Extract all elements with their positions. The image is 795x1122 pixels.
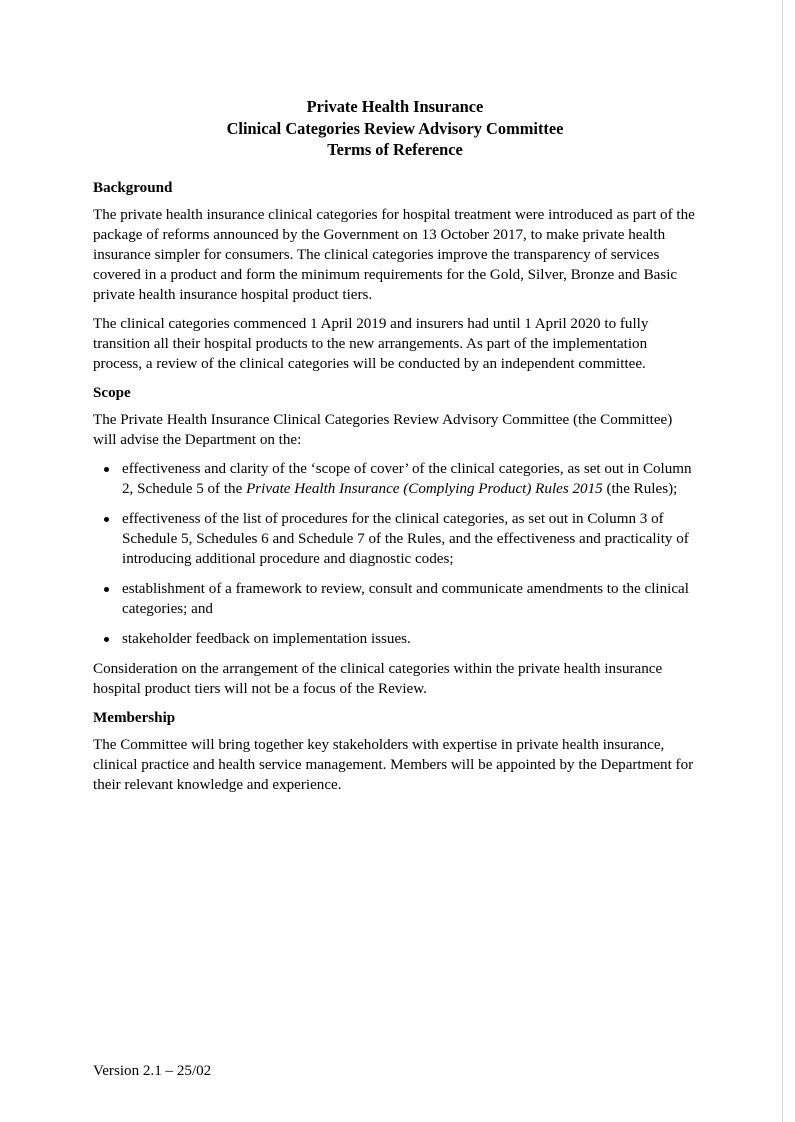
scope-item-1-text-after: (the Rules); bbox=[602, 480, 678, 497]
bullet-icon bbox=[104, 637, 109, 642]
scope-item-1-text-before: effectiveness and clarity of the ‘scope of cover’ of the clinical categories, as set out in Column 2, Schedule 5 of the bbox=[122, 460, 692, 497]
membership-section bbox=[93, 708, 697, 795]
scope-item-3 bbox=[93, 579, 697, 619]
scope-item-3-text: establishment of a framework to review, consult and communicate amendments to the clinical categories; and bbox=[122, 580, 689, 617]
page-gutter bbox=[783, 0, 795, 1122]
bullet-icon bbox=[104, 517, 109, 522]
scope-section bbox=[93, 383, 697, 699]
scope-heading: Scope bbox=[93, 384, 131, 401]
version-footer: Version 2.1 – 25/02 bbox=[93, 1063, 212, 1079]
scope-intro: The Private Health Insurance Clinical Categories Review Advisory Committee (the Committee) will advise the Department on the: bbox=[93, 411, 673, 448]
document-title bbox=[93, 96, 697, 161]
background-section bbox=[93, 178, 697, 374]
title-line-1: Private Health Insurance bbox=[306, 97, 484, 116]
scope-item-4 bbox=[93, 629, 697, 649]
membership-heading: Membership bbox=[93, 709, 176, 726]
document-content bbox=[93, 96, 697, 804]
scope-item-1 bbox=[93, 459, 697, 499]
scope-item-4-text: stakeholder feedback on implementation issues. bbox=[122, 630, 411, 647]
scope-list bbox=[93, 459, 697, 649]
bullet-icon bbox=[104, 467, 109, 472]
title-line-3: Terms of Reference bbox=[327, 140, 463, 159]
scope-closing: Consideration on the arrangement of the clinical categories within the private health insurance hospital product tiers will not be a focus of the Review. bbox=[93, 660, 663, 697]
scope-item-2 bbox=[93, 509, 697, 569]
title-line-2: Clinical Categories Review Advisory Committee bbox=[226, 118, 564, 138]
scope-item-1-rules-title: Private Health Insurance (Complying Product) Rules 2015 bbox=[246, 480, 603, 497]
scope-item-2-text: effectiveness of the list of procedures for the clinical categories, as set out in Column 3 of Schedule 5, Schedules 6 and Schedule 7 of the Rules, and the effectiveness and practicality of introducing additional procedure and diagnostic codes; bbox=[122, 510, 689, 567]
membership-paragraph: The Committee will bring together key stakeholders with expertise in private health insurance, clinical practice and health service management. Members will be appointed by the Department for their relevant knowledge and experience. bbox=[93, 736, 694, 793]
background-paragraph-2: The clinical categories commenced 1 April 2019 and insurers had until 1 April 2020 to fully transition all their hospital products to the new arrangements. As part of the implementation process, a review of the clinical categories will be conducted by an independent committee. bbox=[93, 315, 649, 372]
background-heading: Background bbox=[93, 179, 173, 196]
bullet-icon bbox=[104, 587, 109, 592]
background-paragraph-1: The private health insurance clinical categories for hospital treatment were introduced as part of the package of reforms announced by the Government on 13 October 2017, to make private health insurance simpler for consumers. The clinical categories improve the transparency of services covered in a product and form the minimum requirements for the Gold, Silver, Bronze and Basic private health insurance hospital product tiers. bbox=[93, 206, 695, 303]
